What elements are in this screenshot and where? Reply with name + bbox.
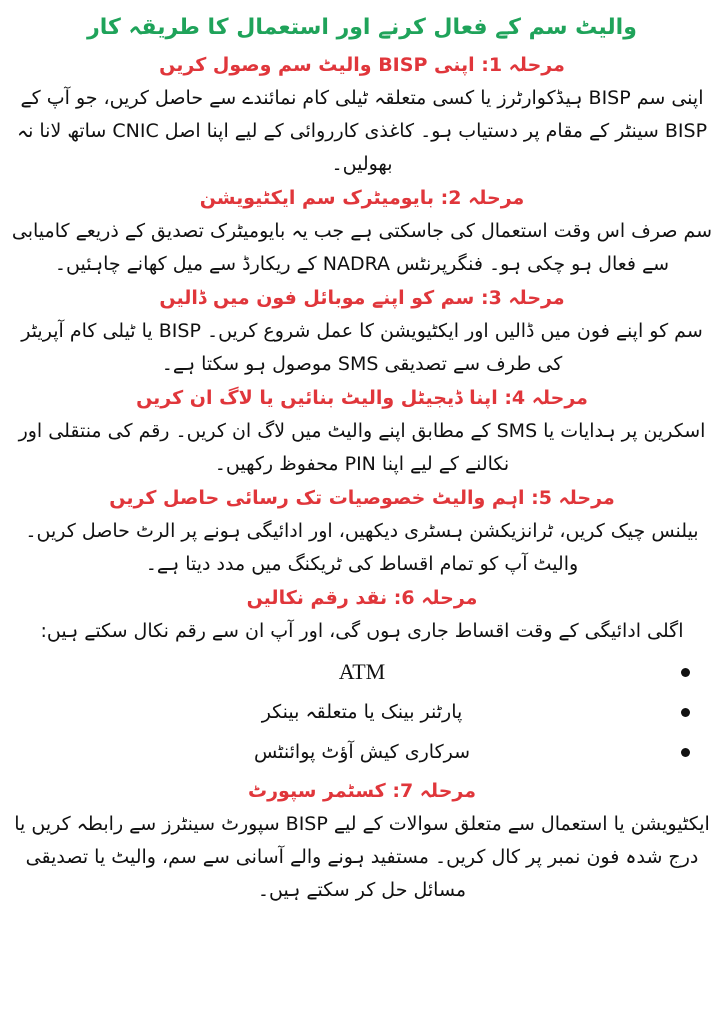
step-7-text: ایکٹیویشن یا استعمال سے متعلق سوالات کے لیے BISP سپورٹ سینٹرز سے رابطہ کریں یا درج شدہ فون نمبر پر کال کریں۔ مستفید ہونے والے آسانی سے سم، والیٹ یا تصدیقی مسائل حل کر سکتے ہیں۔ (14, 813, 710, 901)
list-item (6, 652, 718, 692)
step-2-section (6, 181, 718, 281)
step-1-text: اپنی سم BISP ہیڈکوارٹرز یا کسی متعلقہ ٹیلی کام نمائندے سے حاصل کریں، جو آپ کے BISP سینٹر کے مقام پر دستیاب ہو۔ کاغذی کارروائی کے لیے اپنا اصل CNIC ساتھ لانا نہ بھولیں۔ (16, 87, 708, 175)
step-4-section (6, 381, 718, 481)
step-7-heading: مرحلہ 7: کسٹمر سپورٹ (248, 780, 476, 802)
step-2-heading: مرحلہ 2: بایومیٹرک سم ایکٹیویشن (199, 187, 525, 209)
step-6-section (6, 581, 718, 772)
step-6-text: اگلی ادائیگی کے وقت اقساط جاری ہوں گی، اور آپ ان سے رقم نکال سکتے ہیں: (40, 620, 684, 642)
withdrawal-options-list (6, 652, 718, 772)
bullet-icon (681, 668, 690, 677)
list-item-text: ATM (338, 659, 386, 684)
step-3-heading: مرحلہ 3: سم کو اپنے موبائل فون میں ڈالیں (159, 287, 565, 309)
step-3-section (6, 281, 718, 381)
step-6-heading: مرحلہ 6: نقد رقم نکالیں (246, 587, 478, 609)
list-item (6, 732, 718, 772)
bullet-icon (681, 748, 690, 757)
step-2-text: سم صرف اس وقت استعمال کی جاسکتی ہے جب یہ بایومیٹرک تصدیق کے ذریعے کامیابی سے فعال ہو چکی ہو۔ فنگرپرنٹس NADRA کے ریکارڈ سے میل کھانے چاہئیں۔ (11, 220, 713, 275)
step-7-section (6, 774, 718, 907)
step-3-text: سم کو اپنے فون میں ڈالیں اور ایکٹیویشن کا عمل شروع کریں۔ BISP یا ٹیلی کام آپریٹر کی طرف سے تصدیقی SMS موصول ہو سکتا ہے۔ (21, 320, 703, 375)
step-5-section (6, 481, 718, 581)
step-4-text: اسکرین پر ہدایات یا SMS کے مطابق اپنے والیٹ میں لاگ ان کریں۔ رقم کی منتقلی اور نکالنے کے لیے اپنا PIN محفوظ رکھیں۔ (18, 420, 706, 475)
step-5-text: بیلنس چیک کریں، ٹرانزیکشن ہسٹری دیکھیں، اور ادائیگی ہونے پر الرٹ حاصل کریں۔ والیٹ آپ کو تمام اقساط کی ٹریکنگ میں مدد دیتا ہے۔ (25, 520, 699, 575)
step-5-heading: مرحلہ 5: اہم والیٹ خصوصیات تک رسائی حاصل کریں (109, 487, 615, 509)
step-4-heading: مرحلہ 4: اپنا ڈیجیٹل والیٹ بنائیں یا لاگ ان کریں (136, 387, 588, 409)
list-item-text: سرکاری کیش آؤٹ پوائنٹس (253, 741, 471, 763)
document-title: والیٹ سم کے فعال کرنے اور استعمال کا طریقہ کار (87, 15, 637, 40)
list-item-text: پارٹنر بینک یا متعلقہ بینکر (261, 701, 463, 723)
list-item (6, 692, 718, 732)
step-1-section (6, 48, 718, 181)
bullet-icon (681, 708, 690, 717)
step-1-heading: مرحلہ 1: اپنی BISP والیٹ سم وصول کریں (159, 54, 565, 76)
